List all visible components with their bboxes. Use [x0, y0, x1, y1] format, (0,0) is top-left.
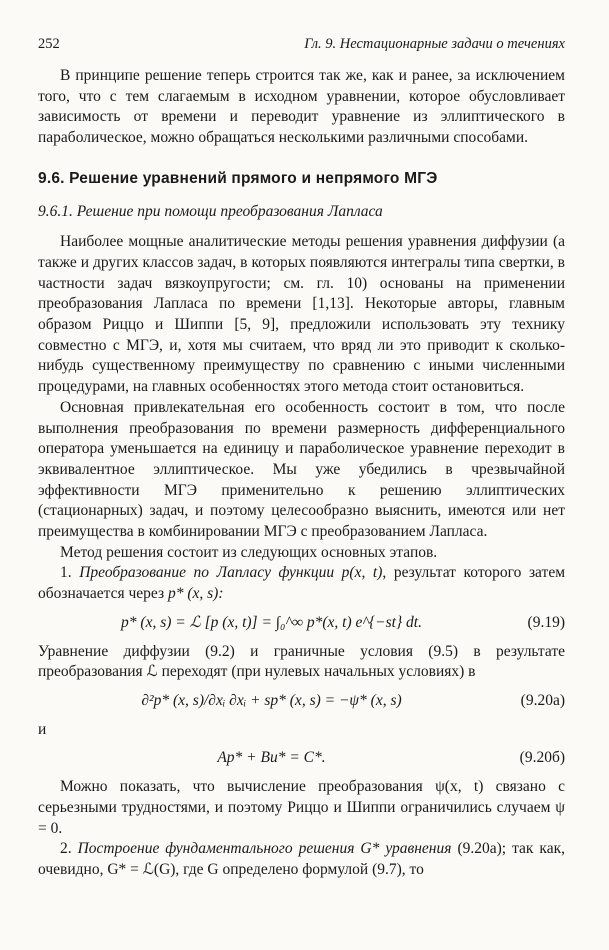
step-1-number: 1. [60, 564, 72, 582]
subsection-heading: 9.6.1. Решение при помощи преобразования Лапласа [38, 202, 383, 220]
step-1-function: p(x, t) [341, 564, 383, 582]
running-title: Гл. 9. Нестационарные задачи о течениях [304, 36, 565, 52]
step-1 [38, 563, 565, 604]
page-number: 252 [38, 36, 60, 52]
equation-9-20b [38, 748, 565, 769]
paragraph-method-steps: Метод решения состоит из следующих основных этапов. [60, 543, 438, 561]
conjunction: и [38, 720, 47, 738]
equation-9-20b-number: (9.20б) [519, 749, 565, 767]
step-1-transform: p* (x, s): [167, 585, 224, 603]
equation-9-20a-formula: ∂²p* (x, s)/∂xᵢ ∂xᵢ + sp* (x, s) = −ψ* (x, s) [141, 691, 402, 709]
page-body [38, 66, 565, 881]
step-2-title: Построение фундаментального решения G* уравнения [77, 840, 452, 858]
step-2-text: (9.20а); так как, очевидно, G* = ℒ(G), где G определено формулой (9.7), то [38, 840, 565, 878]
paragraph-laplace-methods: Наиболее мощные аналитические методы решения уравнения диффузии (а также и других классов задач, в которых появляются интегралы типа свертки, в частности задач вязкоупругости; см. гл. 10) основаны на применении преобразования Лапласа по времени [1,13]. Некоторые авторы, главным образом Риццо и Шиппи [5, 9], предложили использовать эту технику совместно с МГЭ, и, хотя мы считаем, что вряд ли это приводит к сколько-нибудь существенному преимуществу по сравнению с иными численными процедурами, на главных особенностях этого метода стоит остановиться. [38, 233, 565, 396]
step-1-title: Преобразование по Лапласу функции [79, 564, 335, 582]
section-heading: 9.6. Решение уравнений прямого и непрямого МГЭ [38, 169, 438, 187]
page-header [38, 36, 565, 53]
step-2 [38, 839, 565, 880]
step-1-text: , результат которого затем обозначается через [38, 564, 566, 603]
paragraph-main-feature: Основная привлекательная его особенность состоит в том, что после выполнения преобразования по времени размерность дифференциального оператора уменьшается на единицу и параболическое уравнение переходит в эквивалентное эллиптическое. Мы уже убедились в чрезвычайной эффективности МГЭ применительно к решению эллиптических (стационарных) задач, и поэтому целесообразно выяснить, имеются или нет преимущества в комбинировании МГЭ с преобразованием Лапласа. [38, 398, 565, 541]
equation-9-19 [38, 613, 565, 634]
equation-9-20b-formula: Ap* + Bu* = C*. [217, 749, 326, 767]
equation-9-20a-number: (9.20а) [520, 691, 565, 709]
paragraph-psi-difficulty: Можно показать, что вычисление преобразования ψ(x, t) связано с серьезными трудностями, и поэтому Риццо и Шиппи ограничились случаем ψ = 0. [38, 778, 565, 837]
equation-9-19-formula: p* (x, s) = ℒ [p (x, t)] = ∫₀^∞ p*(x, t) e^{−st} dt. [121, 613, 422, 631]
equation-9-20a [38, 691, 565, 712]
paragraph-diffusion-transform: Уравнение диффузии (9.2) и граничные условия (9.5) в результате преобразования ℒ переходят (при нулевых начальных условиях) в [38, 642, 565, 681]
paragraph-intro: В принципе решение теперь строится так же, как и ранее, за исключением того, что с тем слагаемым в исходном уравнении, которое обусловливает зависимость от времени и переводит уравнение из эллиптического в параболическое, можно обращаться несколькими различными способами. [38, 67, 565, 147]
equation-9-19-number: (9.19) [527, 613, 565, 631]
step-2-number: 2. [60, 840, 72, 858]
